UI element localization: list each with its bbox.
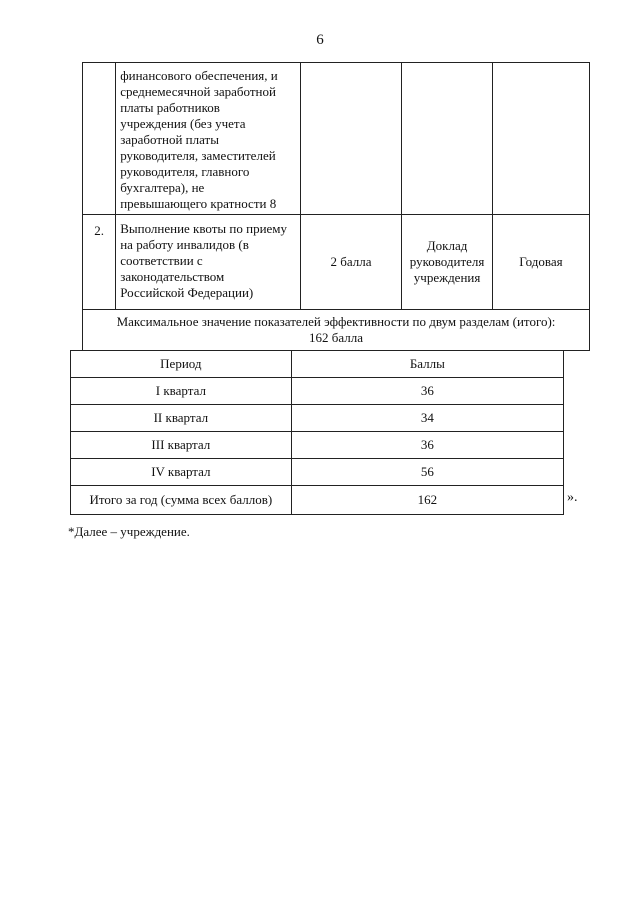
table-row xyxy=(83,215,590,310)
period-cell: III квартал xyxy=(71,432,292,459)
table-row xyxy=(71,432,564,459)
points-cell: 162 xyxy=(291,486,563,515)
document-line: учреждения xyxy=(413,270,481,285)
indicators-table xyxy=(82,62,590,351)
points-header: Баллы xyxy=(291,351,563,378)
description-line: на работу инвалидов (в xyxy=(120,237,249,252)
description-line: бухгалтера), не xyxy=(120,180,205,195)
table-row xyxy=(83,63,590,215)
document-cell xyxy=(402,215,492,310)
description-line: заработной платы xyxy=(120,132,219,147)
table-total-row xyxy=(71,486,564,515)
row-number-cell: 2. xyxy=(83,215,116,310)
table-row xyxy=(71,459,564,486)
points-cell: 36 xyxy=(291,378,563,405)
description-line: среднемесячной заработной xyxy=(120,84,276,99)
score-cell: 2 балла xyxy=(300,215,402,310)
period-cell: I квартал xyxy=(71,378,292,405)
description-line: превышающего кратности 8 xyxy=(120,196,277,211)
page-number: 6 xyxy=(316,32,324,48)
document-cell xyxy=(402,63,492,215)
description-line: руководителя, заместителей xyxy=(120,148,276,163)
footnote: *Далее – учреждение. xyxy=(68,524,190,539)
total-value: 162 балла xyxy=(309,330,363,345)
description-line: Выполнение квоты по приему xyxy=(120,221,288,236)
indicator-description-cell xyxy=(116,215,301,310)
closing-quote: ». xyxy=(567,490,578,505)
description-line: руководителя, главного xyxy=(120,164,250,179)
description-line: финансового обеспечения, и xyxy=(120,68,278,83)
indicator-description-cell xyxy=(116,63,301,215)
period-cell: IV квартал xyxy=(71,459,292,486)
description-line: платы работников xyxy=(120,100,220,115)
description-line: учреждения (без учета xyxy=(120,116,246,131)
description-line: законодательством xyxy=(120,269,225,284)
row-number-cell xyxy=(83,63,116,215)
period-header: Период xyxy=(71,351,292,378)
points-cell: 36 xyxy=(291,432,563,459)
period-cell: Итого за год (сумма всех баллов) xyxy=(71,486,292,515)
total-label: Максимальное значение показателей эффективности по двум разделам (итого): xyxy=(116,314,556,329)
periodicity-cell xyxy=(492,63,589,215)
table-row xyxy=(71,405,564,432)
table-header-row xyxy=(71,351,564,378)
document-line: Доклад xyxy=(426,238,468,253)
periodicity-cell: Годовая xyxy=(492,215,589,310)
total-row xyxy=(83,310,590,351)
description-line: соответствии с xyxy=(120,253,203,268)
document-line: руководителя xyxy=(409,254,485,269)
period-cell: II квартал xyxy=(71,405,292,432)
score-cell xyxy=(300,63,402,215)
description-line: Российской Федерации) xyxy=(120,285,254,300)
total-cell xyxy=(83,310,590,351)
table-row xyxy=(71,378,564,405)
points-cell: 34 xyxy=(291,405,563,432)
points-cell: 56 xyxy=(291,459,563,486)
periods-table xyxy=(70,350,564,515)
